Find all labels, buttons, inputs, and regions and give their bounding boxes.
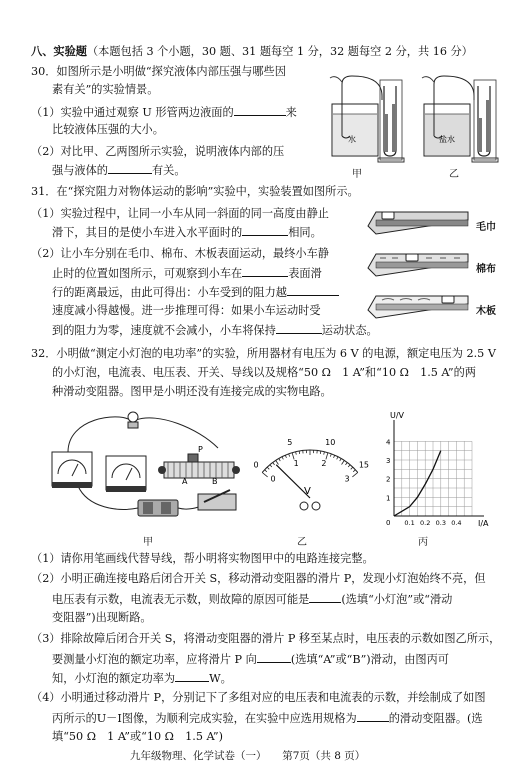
dial-tick (337, 457, 338, 460)
q30-part2-line2 (52, 162, 186, 178)
q31-blank-3[interactable] (287, 284, 339, 296)
dial-tick (289, 454, 290, 457)
q32-part2-line2 (52, 591, 452, 607)
dial-tick (265, 470, 267, 472)
q31-part2-text-end: 表面滑 (288, 267, 322, 280)
dial-terminal (312, 502, 320, 510)
q32-meter-figure (250, 420, 370, 520)
q31-blank-4[interactable] (276, 322, 322, 334)
surface-label-cotton: 棉布 (476, 264, 496, 275)
rheostat-terminal-a: A (182, 477, 188, 486)
q32-part4-text-mid: 的滑动变阻器。(选 (388, 712, 483, 725)
page-footer: 九年级物理、化学试卷（一） 第7页（共 8 页） (130, 750, 366, 762)
x-tick-label: 0.4 (451, 519, 462, 527)
dial-tick (285, 455, 286, 458)
section-heading-line (31, 44, 473, 59)
voltmeter-dial (250, 420, 370, 520)
dial-inner-tick-label: 1 (293, 459, 299, 469)
dial-tick (262, 472, 267, 476)
q32-part2-text: 电压表有示数，电流表无示数，则故障的原因可能是 (52, 593, 310, 606)
q32-stem-1: 32．小明做“测定小灯泡的电功率”的实验，所用器材有电压为 6 V 的电源，额定电压为 2.5 V (31, 347, 496, 360)
q31-part1-line1: （1）实验过程中，让同一小车从同一斜面的同一高度由静止 (31, 207, 329, 220)
q31-part2-line3 (52, 284, 339, 300)
dial-tick (348, 465, 350, 467)
dial-tick (340, 458, 342, 461)
x-tick-label: 0.1 (404, 519, 415, 527)
dial-tick (273, 462, 275, 464)
ramp-cotton (368, 254, 468, 276)
dial-tick (320, 451, 321, 454)
q31-part1-line2 (52, 224, 322, 240)
q32-part1: （1）请你用笔画线代替导线，帮小明将实物图甲中的电路连接完整。 (31, 552, 374, 565)
dial-outer-tick-label: 0 (253, 460, 259, 470)
dial-tick (351, 467, 353, 469)
q32-graph-figure (372, 411, 492, 530)
q32-part3-text: 要测量小灯泡的额定功率，应将滑片 P 向 (52, 653, 257, 666)
q32-blank-3[interactable] (175, 670, 209, 682)
dial-tick (352, 472, 357, 476)
dial-tick (279, 458, 281, 461)
q31-figure (366, 206, 506, 336)
dial-tick (334, 455, 335, 458)
q30-part1-text: （1）实验中通过观察 U 形管两边液面的 (31, 106, 234, 119)
dial-inner-tick-label: 3 (344, 474, 350, 484)
dial-tick (324, 452, 325, 455)
y-tick-label: 2 (386, 475, 391, 484)
q32-blank-4[interactable] (357, 710, 389, 722)
q32-part2-line3: 变阻器”)出现断路。 (52, 611, 152, 624)
q32-stem-2: 的小灯泡，电流表、电压表、开关、导线以及规格“50 Ω 1 A”和“10 Ω 1.5 A”的两 (52, 366, 476, 379)
u-tube-yi (472, 80, 498, 162)
q30-part1-line1 (31, 104, 297, 120)
q32-part3-line3 (52, 670, 232, 686)
q31-part2-text-3: 行的距离最远，由此可得出：小车受到的阻力越 (52, 286, 287, 299)
section-note: （本题包括 3 个小题，30 题、31 题每空 1 分，32 题每空 2 分，共 16 分） (86, 45, 473, 58)
battery-icon (138, 500, 178, 516)
q32-blank-2[interactable] (257, 651, 291, 663)
q32-stem-3: 种滑动变阻器。图甲是小明还没有连接完成的实物电路。 (52, 385, 332, 398)
q31-part2-line5 (52, 322, 378, 338)
q31-part2-text: 止时的位置如图所示，可观察到小车在 (52, 267, 243, 280)
q31-part1-text-end: 相同。 (288, 226, 322, 239)
dial-tick (282, 457, 283, 460)
q30-fig-label-jia: 甲 (352, 169, 362, 180)
q30-stem-1: 30．如图所示是小明做“探究液体内部压强与哪些因 (31, 65, 286, 78)
q32-part2-line1: （2）小明正确连接电路后闭合开关 S，移动滑动变阻器的滑片 P，发现小灯泡始终不亮，但 (31, 572, 486, 585)
q32-part3-text-end: W。 (209, 672, 232, 685)
x-axis-label: I/A (478, 519, 489, 528)
q30-part1-line2: 比较液体压强的大小。 (52, 123, 164, 136)
q32-part3-line2 (52, 651, 449, 667)
rheostat-icon (158, 454, 240, 478)
dial-tick (345, 462, 347, 464)
q32-part4-line2 (52, 710, 483, 726)
y-axis-label: U/V (390, 411, 405, 420)
switch-icon (198, 490, 236, 510)
q32-part4-line1: （4）小明通过移动滑片 P，分别记下了多组对应的电压表和电流表的示数，并绘制成了如图 (31, 691, 486, 704)
q31-part1-text: 滑下，其目的是使小车进入水平面时的 (52, 226, 243, 239)
dial-tick (270, 465, 272, 467)
q32-part4-line3: 填“50 Ω 1 A”或“10 Ω 1.5 A”) (52, 730, 224, 743)
q30-figure (312, 74, 502, 182)
q30-part2-line1: （2）对比甲、乙两图所示实验，说明液体内部的压 (31, 145, 285, 158)
q32-fig-label-bing: 丙 (418, 537, 428, 548)
liquid-label-water: 水 (348, 135, 356, 144)
y-tick-label: 1 (386, 494, 391, 503)
bulb-icon (128, 412, 138, 428)
y-tick-label: 4 (386, 438, 391, 447)
q31-stem: 31．在“探究阻力对物体运动的影响”实验中，实验装置如图所示。 (31, 185, 359, 198)
surface-label-wood: 木板 (476, 306, 496, 317)
q31-part2-line1: （2）让小车分别在毛巾、棉布、木板表面运动，最终小车静 (31, 247, 329, 260)
dial-terminal (300, 502, 308, 510)
q31-part2-line2 (52, 265, 322, 281)
q30-part2-text: 强与液体的 (52, 164, 108, 177)
dial-inner-tick-label: 0 (270, 474, 276, 484)
section-heading: 八、实验题 (31, 44, 87, 58)
beaker-jia (330, 76, 382, 156)
origin-label: 0 (386, 519, 391, 527)
q31-part2-line4: 速度减小得越慢。进一步推理可得：如果小车运动时受 (52, 304, 321, 317)
dial-outer-tick-label: 5 (287, 437, 293, 447)
dial-tick (330, 454, 331, 457)
q32-fig-label-yi: 乙 (297, 537, 307, 548)
q32-part3-text-3: 知，小灯泡的额定功率为 (52, 672, 176, 685)
voltmeter-icon (106, 456, 146, 492)
dial-inner-tick-label: 2 (321, 459, 327, 469)
beaker-yi (422, 76, 474, 156)
ramp-wood (368, 296, 468, 318)
q30-fig-label-yi: 乙 (449, 169, 459, 180)
dial-symbol-v: V (304, 486, 311, 497)
q30-part1-text-end: 来 (285, 106, 297, 119)
dial-tick (353, 470, 355, 472)
dial-tick (276, 460, 279, 464)
x-tick-label: 0.3 (435, 519, 446, 527)
q32-part3-line1: （3）排除故障后闭合开关 S，将滑动变阻器的滑片 P 移至某点时，电压表的示数如图乙所示， (31, 632, 501, 645)
q32-part2-text-end: (选填“小灯泡”或“滑动 (341, 593, 453, 606)
q30-part2-text-end: 有关。 (151, 164, 186, 177)
rheostat-slider-p: P (198, 445, 203, 454)
y-tick-label: 3 (386, 457, 391, 465)
dial-outer-tick-label: 10 (325, 437, 336, 447)
q31-blank-2[interactable] (242, 265, 288, 277)
ramp-towel (368, 212, 468, 234)
q32-fig-label-jia: 甲 (143, 537, 153, 548)
dial-tick (342, 460, 345, 464)
rheostat-terminal-b: B (212, 477, 218, 486)
liquid-label-brine: 盐水 (439, 135, 455, 144)
q30-blank-2[interactable] (108, 162, 152, 174)
x-tick-label: 0.2 (420, 519, 431, 527)
q32-circuit-figure (48, 408, 248, 528)
dial-outer-tick-label: 15 (358, 460, 370, 470)
q32-blank-1[interactable] (309, 591, 341, 603)
dial-tick (299, 451, 300, 454)
ammeter-icon (52, 452, 92, 488)
q31-blank-1[interactable] (242, 224, 288, 236)
q32-part3-text-mid: (选填“A”或“B”)滑动，由图丙可 (290, 653, 449, 666)
q31-part2-text-end: 运动状态。 (321, 324, 378, 337)
q32-part4-text: 丙所示的U－I图像，为顺利完成实验，在实验中应选用规格为 (52, 712, 357, 725)
surface-label-towel: 毛巾 (476, 222, 496, 233)
dial-tick (296, 452, 297, 455)
q31-part2-text-5: 到的阻力为零，速度就不会减小，小车将保持 (52, 324, 276, 337)
q30-stem-2: 素有关”的实验情景。 (52, 83, 159, 96)
dial-tick (267, 467, 269, 469)
u-i-graph (372, 411, 492, 530)
q30-blank-1[interactable] (234, 104, 286, 116)
